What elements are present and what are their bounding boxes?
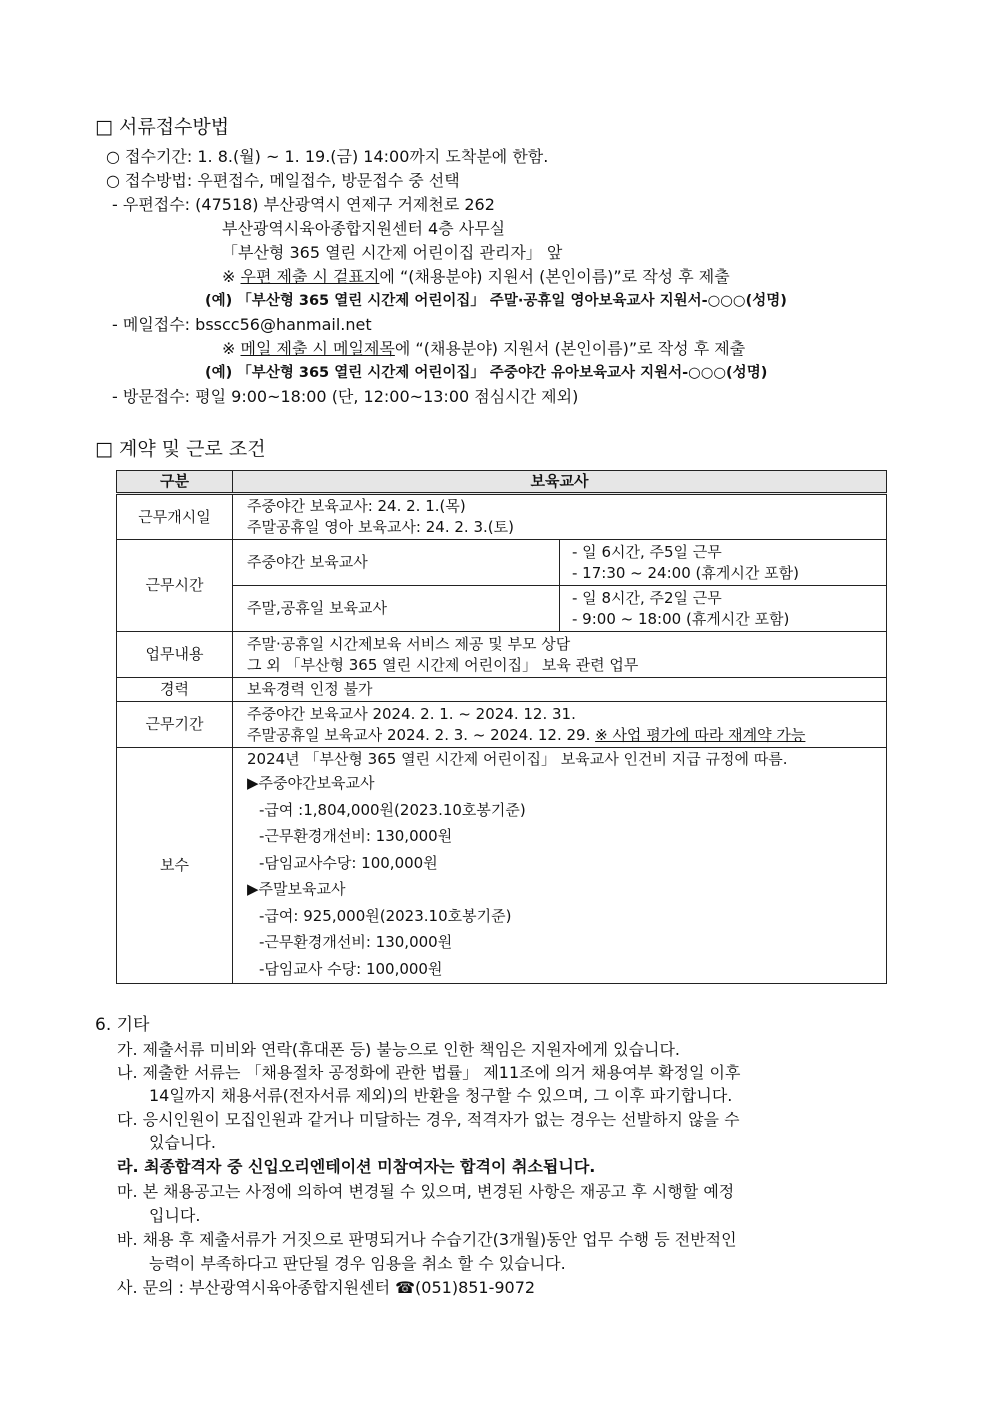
pay-weekday-allowance: -근무환경개선비: 130,000원: [259, 827, 453, 845]
pay-weekend-salary: -급여: 925,000원(2023.10호봉기준): [259, 906, 512, 925]
pay-weekend-allowance: -근무환경개선비: 130,000원: [259, 933, 453, 951]
hours-weekend-detail: - 일 8시간, 주2일 근무 - 9:00 ~ 18:00 (휴게시간 포함): [560, 586, 887, 632]
postal-address-line3: 「부산형 365 열린 시간제 어린이집 관리자」 앞: [222, 243, 563, 262]
row-pay: [117, 748, 887, 984]
row-start-date: [117, 494, 887, 540]
section-title-conditions: □ 계약 및 근로 조건: [95, 438, 266, 460]
section-title-application: □ 서류접수방법: [95, 116, 230, 138]
value-term: 주중야간 보육교사 2024. 2. 1. ~ 2024. 12. 31. 주말공휴일 보육교사 2024. 2. 3. ~ 2024. 12. 29. ※ 사업 평가에 따라 재계약 가능: [233, 702, 887, 748]
table-header-row: [117, 471, 887, 494]
etc-item-ba: 바. 채용 후 제출서류가 거짓으로 판명되거나 수습기간(3개월)동안 업무 수행 등 전반적인: [117, 1230, 737, 1249]
etc-item-da: 다. 응시인원이 모집인원과 같거나 미달하는 경우, 적격자가 없는 경우는 선발하지 않을 수: [117, 1110, 740, 1129]
etc-item-ma-cont: 입니다.: [149, 1206, 201, 1225]
etc-item-ga: 가. 제출서류 미비와 연락(휴대폰 등) 불능으로 인한 책임은 지원자에게 있습니다.: [117, 1040, 681, 1059]
pay-weekday-title: ▶주중야간보육교사: [247, 774, 375, 792]
email-note: ※ 메일 제출 시 메일제목에 “(채용분야) 지원서 (본인이름)”로 작성 후 제출: [222, 339, 746, 358]
postal-address-line2: 부산광역시육아종합지원센터 4층 사무실: [222, 219, 506, 238]
hours-weekend-type: 주말,공휴일 보육교사: [233, 586, 560, 632]
conditions-table: [116, 470, 887, 984]
row-hours-weekday: [117, 540, 887, 586]
label-term: 근무기간: [117, 702, 233, 748]
row-hours-weekend: [117, 586, 887, 632]
etc-item-da-cont: 있습니다.: [149, 1133, 216, 1152]
pay-weekday-homeroom: -담임교사수당: 100,000원: [259, 853, 438, 872]
etc-item-ma: 마. 본 채용공고는 사정에 의하여 변경될 수 있으며, 변경된 사항은 재공고 후 시행할 예정: [117, 1182, 735, 1201]
hours-weekday-type: 주중야간 보육교사: [233, 540, 560, 586]
label-duty: 업무내용: [117, 632, 233, 678]
row-career: [117, 678, 887, 702]
row-duty: [117, 632, 887, 678]
etc-item-ra: 라. 최종합격자 중 신입오리엔테이션 미참여자는 합격이 취소됩니다.: [117, 1157, 596, 1176]
postal-note: ※ 우편 제출 시 겉표지에 “(채용분야) 지원서 (본인이름)”로 작성 후 제출: [222, 267, 730, 286]
etc-item-sa: 사. 문의 : 부산광역시육아종합지원센터 ☎(051)851-9072: [117, 1278, 536, 1297]
application-period: ○ 접수기간: 1. 8.(월) ~ 1. 19.(금) 14:00까지 도착분에 한함.: [106, 147, 549, 166]
application-method: ○ 접수방법: 우편접수, 메일접수, 방문접수 중 선택: [106, 171, 460, 190]
etc-item-na-cont: 14일까지 채용서류(전자서류 제외)의 반환을 청구할 수 있으며, 그 이후 파기합니다.: [149, 1086, 733, 1105]
row-term: [117, 702, 887, 748]
label-career: 경력: [117, 678, 233, 702]
label-start-date: 근무개시일: [117, 494, 233, 540]
pay-weekend-homeroom: -담임교사 수당: 100,000원: [259, 959, 443, 978]
value-career: 보육경력 인정 불가: [233, 678, 887, 702]
header-category: 구분: [117, 471, 233, 494]
pay-weekday-salary: -급여 :1,804,000원(2023.10호봉기준): [259, 800, 526, 819]
postal-example: (예) 「부산형 365 열린 시간제 어린이집」 주말·공휴일 영아보육교사 지원서-○○○(성명): [205, 293, 787, 309]
etc-item-ba-cont: 능력이 부족하다고 판단될 경우 임용을 취소 할 수 있습니다.: [149, 1254, 566, 1273]
value-pay: [233, 748, 887, 984]
email-address: - 메일접수: bsscc56@hanmail.net: [112, 315, 372, 334]
value-duty: 주말·공휴일 시간제보육 서비스 제공 및 부모 상담 그 외 「부산형 365 열린 시간제 어린이집」 보육 관련 업무: [233, 632, 887, 678]
postal-address: - 우편접수: (47518) 부산광역시 연제구 거제천로 262: [112, 195, 495, 214]
hours-weekday-detail: - 일 6시간, 주5일 근무 - 17:30 ~ 24:00 (휴게시간 포함): [560, 540, 887, 586]
visit-hours: - 방문접수: 평일 9:00~18:00 (단, 12:00~13:00 점심시간 제외): [112, 387, 579, 406]
section-title-etc: 6. 기타: [95, 1015, 150, 1035]
label-work-hours: 근무시간: [117, 540, 233, 632]
header-teacher: 보육교사: [233, 471, 887, 494]
email-example: (예) 「부산형 365 열린 시간제 어린이집」 주중야간 유아보육교사 지원서-○○○(성명): [205, 365, 768, 381]
value-start-date: 주중야간 보육교사: 24. 2. 1.(목) 주말공휴일 영아 보육교사: 24. 2. 3.(토): [233, 494, 887, 540]
pay-intro: 2024년 「부산형 365 열린 시간제 어린이집」 보육교사 인건비 지급 규정에 따름.: [247, 750, 788, 768]
label-pay: 보수: [117, 748, 233, 984]
etc-item-na: 나. 제출한 서류는 「채용절차 공정화에 관한 법률」 제11조에 의거 채용여부 확정일 이후: [117, 1063, 741, 1082]
pay-weekend-title: ▶주말보육교사: [247, 880, 346, 898]
